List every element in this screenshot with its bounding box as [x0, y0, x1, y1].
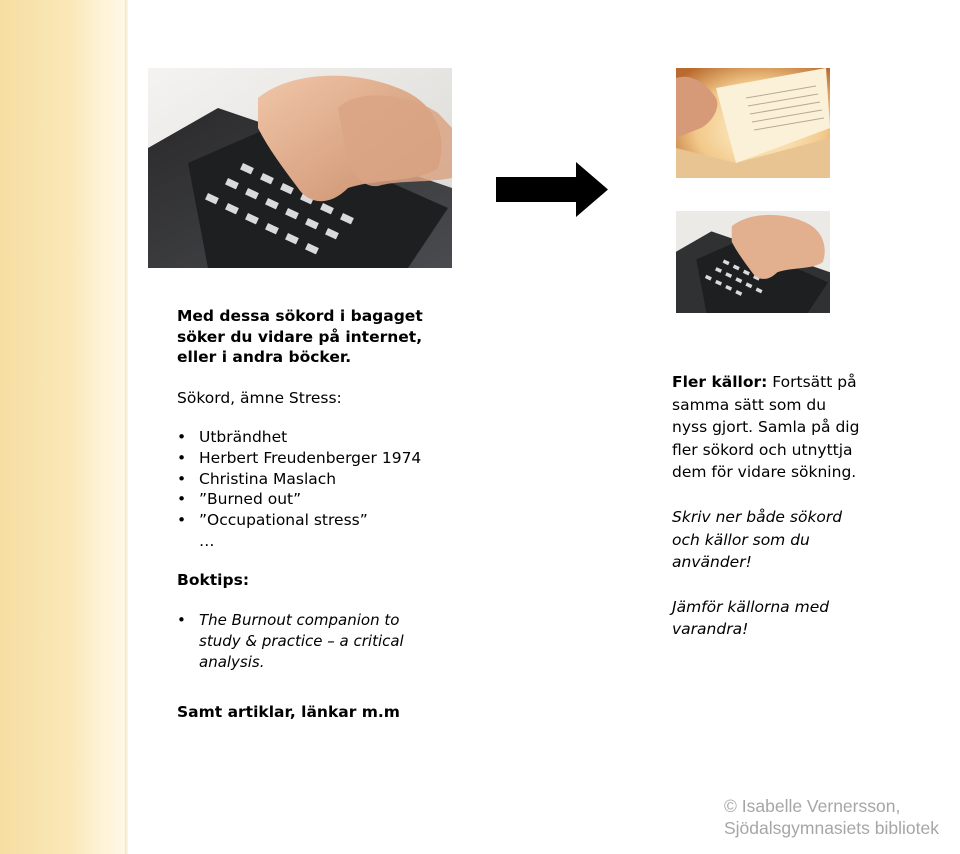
list-item: • Herbert Freudenberger 1974 — [177, 448, 437, 469]
list-item: • ”Burned out” — [177, 489, 437, 510]
list-item: • Utbrändhet — [177, 427, 437, 448]
more-sources-paragraph — [672, 371, 862, 484]
credit-line-1: © Isabelle Vernersson, — [724, 796, 901, 816]
author-credit — [724, 795, 939, 839]
more-sources-label: Fler källor: — [672, 373, 768, 391]
list-item: • Christina Maslach — [177, 469, 437, 490]
intro-text: Med dessa sökord i bagaget söker du vidare på internet, eller i andra böcker. — [177, 307, 423, 366]
credit-line-2: Sjödalsgymnasiets bibliotek — [724, 818, 939, 838]
more-sources-section — [672, 371, 862, 641]
boktips-heading: Boktips: — [177, 570, 250, 589]
book-tips-list — [177, 610, 437, 673]
open-book-photo — [676, 68, 830, 178]
ellipsis: … — [199, 531, 215, 550]
more-sources-text: Fortsätt på samma sätt som du nyss gjort. Samla på dig fler sökord och utnyttja dem för vidare sökning. — [672, 373, 860, 482]
keyboard-typing-photo-small — [676, 211, 830, 313]
search-terms-section — [177, 306, 437, 673]
topic-heading: Sökord, ämne Stress: — [177, 388, 342, 407]
keyboard-typing-photo — [148, 68, 452, 268]
decorative-side-band — [0, 0, 128, 854]
closing-text: Samt artiklar, länkar m.m — [177, 703, 400, 721]
arrow-right-icon — [496, 162, 608, 217]
list-item: • The Burnout companion to study & practice – a critical analysis. — [177, 610, 437, 673]
compare-tip: Jämför källorna med varandra! — [672, 597, 830, 639]
list-item: • ”Occupational stress” — [177, 510, 437, 531]
write-down-tip: Skriv ner både sökord och källor som du använder! — [672, 507, 843, 572]
search-terms-list — [177, 427, 437, 531]
